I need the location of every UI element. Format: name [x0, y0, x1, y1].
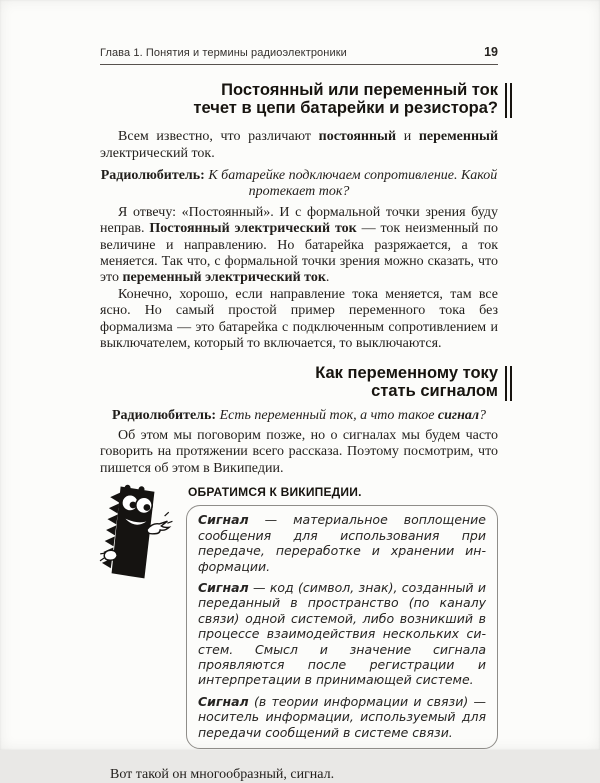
wiki-definition-1: Сигнал — материальное воплощение сообщения для использования при передаче, переработке и хранении информации.: [198, 512, 486, 574]
section-title-current: [100, 82, 498, 117]
section-title-signal: [100, 365, 498, 400]
running-header: [100, 45, 498, 65]
page-content: [100, 45, 498, 783]
wikipedia-callout-body: [186, 485, 498, 749]
wikipedia-definition-box: [186, 505, 498, 749]
paragraph-closing: Вот такой он многообразный, сигнал.: [110, 766, 335, 782]
microchip-mascot-icon: [96, 481, 170, 585]
section-title-line: течет в цепи батарейки и резистора?: [193, 98, 498, 117]
dialog-label: Радиолюбитель:: [111, 407, 217, 423]
paragraph-intro: Всем известно, что различают постоянный и переменный электрический ток.: [100, 129, 499, 161]
wiki-definition-3: Сигнал (в теории информации и связи) — носитель информации, используемый для передачи сообщений в системе связи.: [198, 693, 486, 740]
dialog-radio-amateur-1: [100, 168, 498, 201]
paragraph-wiki-intro: Об этом мы поговорим позже, но о сигналах мы будем часто говорить на протяжении всего рассказа. Поэтому посмотрим, что пишется об этом в Википедии.: [100, 428, 498, 476]
dialog-question: К батарейке подключаем сопротивление. Какой протекает ток?: [208, 168, 498, 200]
dialog-question: Есть переменный ток, а что такое сигнал?: [219, 407, 487, 423]
chapter-title: Глава 1. Понятия и термины радиоэлектроники: [100, 47, 347, 59]
paragraph-answer: Я отвечу: «Постоянный». И с формальной точки зрения буду неправ. Постоянный электрический ток — ток неизменный по величине и направлению. Но батарейка разряжается, а ток меняется. Так что, с формальной точки зрения можно сказать, что это переменный электрический ток.: [100, 204, 498, 286]
wiki-definition-2: Сигнал — код (символ, знак), созданный и переданный в пространство (по каналу связи) одной системой, либо возникший в процессе взаимодействия нескольких систем. Смысл и значение сигнала проявляются после регистрации и интерпретации в принимающей системе.: [198, 579, 486, 688]
wikipedia-callout: [100, 485, 498, 749]
double-bar-icon: [505, 83, 512, 118]
wikipedia-heading: ОБРАТИМСЯ К ВИКИПЕДИИ.: [188, 485, 362, 500]
section-title-line: Как переменному току: [315, 364, 498, 383]
dialog-label: Радиолюбитель:: [100, 168, 205, 183]
section-title-line: Постоянный или переменный ток: [221, 81, 498, 99]
section-title-line: стать сигналом: [371, 382, 498, 401]
double-bar-icon: [505, 366, 512, 401]
paragraph-example: Конечно, хорошо, если направление тока меняется, там все ясно. Но самый простой пример переменного тока без формализма — это батарейка с подключенным сопротивлением и выключателем, который то включается, то выключаются.: [100, 286, 498, 352]
page-number: 19: [484, 45, 498, 59]
dialog-radio-amateur-2: [100, 408, 498, 424]
